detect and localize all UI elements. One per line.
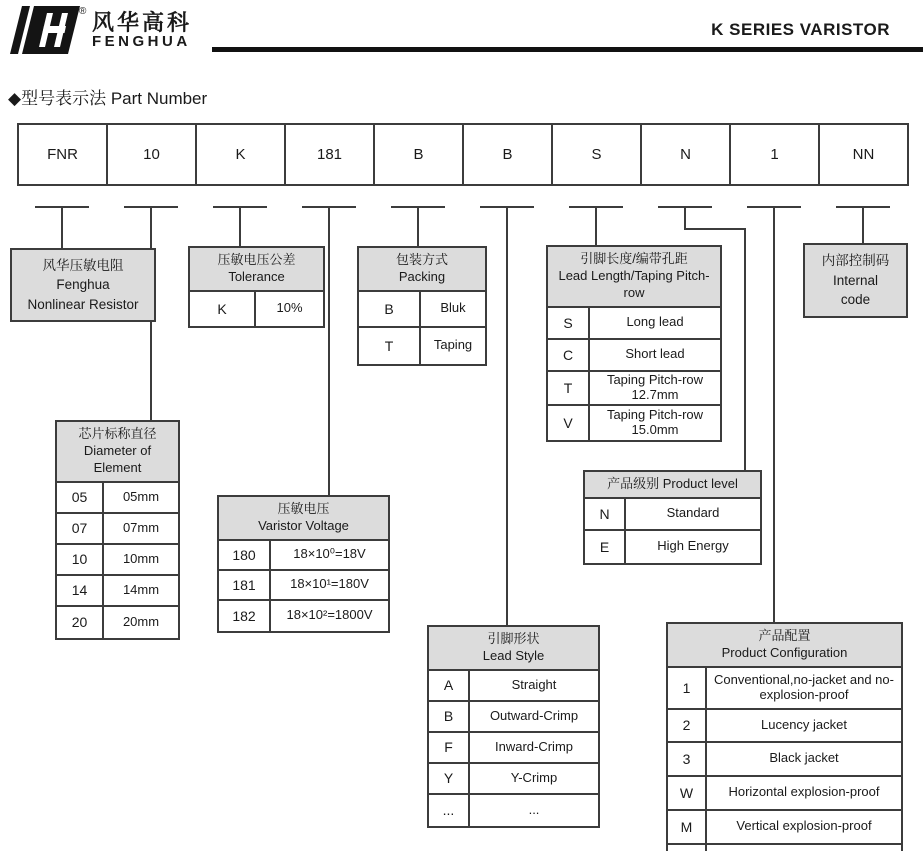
legend-line: Nonlinear Resistor — [27, 296, 139, 312]
table-title-en: Product Configuration — [721, 644, 848, 660]
fenghua-logo-icon — [8, 5, 80, 60]
table-row — [219, 601, 388, 631]
lead-length-table — [546, 245, 722, 442]
row-code: 10 — [57, 545, 104, 574]
row-code: T — [548, 372, 590, 404]
row-code: T — [359, 328, 421, 364]
row-code: 181 — [219, 571, 271, 599]
table-row — [668, 811, 901, 845]
connector-line — [862, 206, 864, 243]
row-desc: Taping — [433, 337, 473, 353]
connector-line — [506, 206, 508, 625]
table-row — [429, 764, 598, 795]
row-code: 3 — [668, 743, 707, 775]
row-desc: Black jacket — [769, 750, 839, 766]
row-code: 182 — [219, 601, 271, 631]
row-desc: Lucency jacket — [761, 716, 847, 732]
part-segment-config: 1 — [729, 123, 820, 186]
diameter-table — [55, 420, 180, 640]
legend-line: Fenghua — [56, 277, 110, 293]
table-header — [57, 422, 178, 483]
table-row — [57, 545, 178, 576]
section-title — [8, 84, 207, 109]
table-row — [548, 372, 720, 406]
brand-name-cn: 风华高科 — [92, 10, 193, 35]
row-code: 07 — [57, 514, 104, 543]
tolerance-table — [188, 246, 325, 328]
varistor-voltage-table — [217, 495, 390, 633]
row-desc: Taping Pitch-row 15.0mm — [606, 406, 704, 437]
row-code: V — [548, 406, 590, 440]
row-code: 05 — [57, 483, 104, 512]
table-row — [429, 702, 598, 733]
table-title-en: Lead Length/Taping Pitch-row — [558, 267, 710, 300]
row-desc: 18×10¹=180V — [290, 576, 369, 592]
part-segment-leadlength: S — [551, 123, 642, 186]
row-code: 2 — [668, 710, 707, 741]
table-row — [668, 668, 901, 710]
table-row — [429, 733, 598, 764]
row-desc: 10mm — [122, 550, 160, 566]
row-code: E — [585, 531, 626, 563]
row-desc: Standard — [666, 505, 720, 521]
table-header — [668, 624, 901, 668]
row-desc: 14mm — [122, 581, 160, 597]
legend-line: Internal — [832, 272, 879, 288]
part-segment-level: N — [640, 123, 731, 186]
lead-style-table — [427, 625, 600, 828]
table-header — [585, 472, 760, 499]
table-row — [57, 514, 178, 545]
table-row — [429, 795, 598, 826]
row-code: Y — [429, 764, 470, 793]
row-desc: 20mm — [122, 613, 160, 629]
row-desc: Vertical explosion-proof — [736, 818, 872, 834]
table-title-en: Lead Style — [482, 647, 545, 663]
registered-trademark: ® — [79, 6, 87, 17]
table-row — [359, 292, 485, 328]
table-header — [359, 248, 485, 292]
part-segment-diameter: 10 — [106, 123, 197, 186]
row-code: 14 — [57, 576, 104, 605]
legend-line: 风华压敏电阻 — [42, 257, 124, 273]
row-desc: Straight — [511, 676, 557, 692]
table-row — [57, 576, 178, 607]
part-segment-packing: B — [373, 123, 464, 186]
row-desc: Horizontal explosion-proof — [728, 784, 880, 800]
row-code: B — [429, 702, 470, 731]
part-number-row — [17, 123, 909, 186]
part-segment-voltage: 181 — [284, 123, 375, 186]
row-desc: Outward-Crimp — [489, 707, 579, 723]
table-title-cn: 引脚长度/编带孔距 — [580, 251, 688, 266]
row-desc: Taping Pitch-row 12.7mm — [606, 371, 704, 402]
row-desc: 10% — [276, 300, 303, 316]
table-title-en: Tolerance — [228, 268, 285, 284]
part-segment-leadstyle: B — [462, 123, 553, 186]
diamond-bullet-icon: ◆ — [8, 89, 22, 108]
table-row — [548, 406, 720, 440]
row-code: ... — [429, 795, 470, 826]
section-title-en: Part Number — [110, 89, 208, 108]
table-row — [585, 531, 760, 563]
table-row — [548, 340, 720, 372]
row-desc: Long lead — [626, 314, 684, 330]
doc-title: K SERIES VARISTOR — [711, 20, 890, 39]
table-title-cn: 产品配置 — [758, 628, 811, 643]
part-segment-tolerance: K — [195, 123, 286, 186]
table-title-en: Diameter of Element — [83, 442, 152, 475]
table-title-cn: 压敏电压 — [277, 501, 330, 516]
row-code: B — [359, 292, 421, 326]
row-desc: Conventional,no-jacket and no-explosion-proof — [714, 671, 894, 702]
table-row — [585, 499, 760, 531]
table-title-cn: 包装方式 — [395, 252, 448, 267]
fenghua-resistor-box — [10, 248, 156, 322]
legend-line: code — [840, 292, 871, 308]
row-code: K — [190, 292, 256, 326]
row-desc — [707, 845, 901, 851]
row-code: 180 — [219, 541, 271, 569]
row-desc: High Energy — [657, 538, 729, 554]
row-desc: Bluk — [440, 300, 466, 316]
connector-line — [744, 228, 746, 470]
row-desc: 18×10²=1800V — [286, 607, 373, 623]
connector-line — [595, 206, 597, 245]
table-row — [57, 607, 178, 638]
row-code: 1 — [668, 668, 707, 708]
packing-table — [357, 246, 487, 366]
table-title-cn: 芯片标称直径 — [78, 426, 157, 441]
row-code: S — [548, 308, 590, 338]
table-header — [548, 247, 720, 308]
row-desc: ... — [528, 801, 540, 817]
connector-line — [417, 206, 419, 246]
legend-line: 内部控制码 — [821, 253, 890, 269]
table-row — [57, 483, 178, 514]
row-code: M — [668, 811, 707, 843]
row-code: A — [429, 671, 470, 700]
table-header — [219, 497, 388, 541]
table-row — [359, 328, 485, 364]
table-title-cn: 引脚形状 — [487, 631, 540, 646]
table-header — [190, 248, 323, 292]
row-desc: 05mm — [122, 488, 160, 504]
table-row — [668, 743, 901, 777]
brand-name-en: FENGHUA — [92, 33, 191, 51]
table-title-en: Varistor Voltage — [258, 517, 349, 533]
header-rule — [212, 47, 923, 52]
table-row-partial — [668, 845, 901, 851]
row-desc: Short lead — [625, 346, 685, 362]
connector-line — [328, 206, 330, 495]
table-row — [668, 777, 901, 811]
row-code: W — [668, 777, 707, 809]
row-code: C — [548, 340, 590, 370]
product-level-table — [583, 470, 762, 565]
row-desc: Y-Crimp — [510, 769, 558, 785]
table-header — [429, 627, 598, 671]
part-segment-internal: NN — [818, 123, 909, 186]
table-title-en: Packing — [398, 268, 446, 284]
row-desc: 18×10⁰=18V — [293, 546, 366, 562]
table-row — [190, 292, 323, 326]
row-desc: Inward-Crimp — [494, 738, 573, 754]
brand-block — [92, 11, 192, 51]
table-title-cn: 压敏电压公差 — [217, 252, 296, 267]
connector-line — [773, 206, 775, 622]
table-row — [548, 308, 720, 340]
table-row — [429, 671, 598, 702]
connector-line — [239, 206, 241, 246]
row-code: N — [585, 499, 626, 529]
section-title-cn: 型号表示法 — [21, 89, 107, 108]
internal-code-box — [803, 243, 908, 318]
table-row — [219, 541, 388, 571]
table-row — [668, 710, 901, 743]
row-code: F — [429, 733, 470, 762]
table-row — [219, 571, 388, 601]
row-code — [668, 845, 707, 851]
connector-line — [61, 206, 63, 248]
table-title: 产品级别 Product level — [607, 476, 738, 491]
connector-line — [684, 206, 686, 230]
row-code: 20 — [57, 607, 104, 638]
part-segment-series: FNR — [17, 123, 108, 186]
connector-elbow — [684, 228, 746, 230]
row-desc: 07mm — [122, 519, 160, 535]
product-config-table — [666, 622, 903, 851]
